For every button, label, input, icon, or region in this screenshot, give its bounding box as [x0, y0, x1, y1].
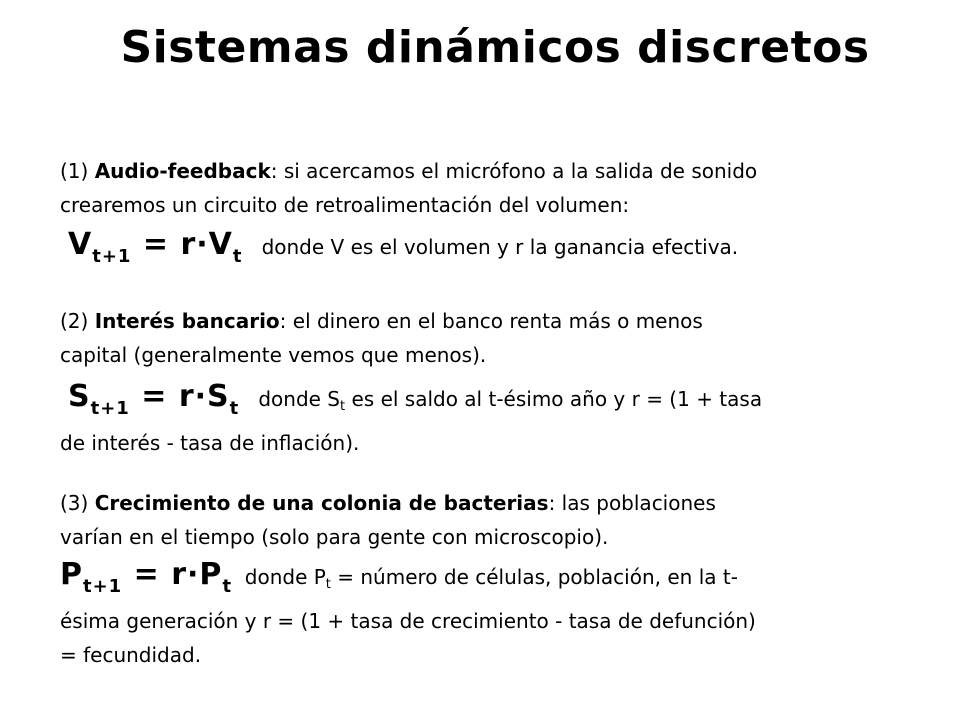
item2-formula-desc-line2: de interés - tasa de inflación). — [60, 431, 360, 455]
item2-heading: Interés bancario — [94, 309, 280, 333]
item2-text-line1: : el dinero en el banco renta más o menos — [279, 309, 703, 333]
item1-text-line1: : si acercamos el micrófono a la salida de sonido — [270, 159, 758, 183]
item2-text-line2: capital (generalmente vemos que menos). — [60, 343, 487, 367]
item3-formula-desc-line3: = fecundidad. — [60, 643, 202, 667]
item1-paragraph — [60, 154, 930, 222]
item3-heading: Crecimiento de una colonia de bacterias — [94, 491, 549, 515]
item3-text-line1: : las poblaciones — [548, 491, 716, 515]
item1-formula: $V_{t+1} = r\cdot V_t$ — [68, 227, 243, 267]
item2-formula-desc: donde $S_t$ es el saldo al t-ésimo año y r = (1 + tasa — [258, 387, 763, 414]
item3-formula-desc: donde $P_t$ = número de células, población, en la t- — [244, 565, 738, 592]
item2-number: (2) — [60, 309, 89, 333]
item2-paragraph — [60, 304, 930, 372]
item3-number: (3) — [60, 491, 89, 515]
item3-formula-desc-line2: ésima generación y r = (1 + tasa de crecimiento - tasa de defunción) — [60, 609, 756, 633]
item1-number: (1) — [60, 159, 89, 183]
page-title: Sistemas dinámicos discretos — [120, 22, 870, 73]
item3-paragraph — [60, 486, 930, 554]
item1-formula-desc: donde V es el volumen y r la ganancia efectiva. — [261, 235, 739, 259]
item3-text-line2: varían en el tiempo (solo para gente con microscopio). — [60, 525, 609, 549]
item1-heading: Audio-feedback — [94, 159, 271, 183]
item3-formula: $P_{t+1} = r\cdot P_t$ — [60, 557, 233, 597]
item1-text-line2: crearemos un circuito de retroalimentación del volumen: — [60, 193, 630, 217]
item2-formula: $S_{t+1} = r\cdot S_t$ — [68, 379, 240, 419]
item2-formula-line — [60, 380, 930, 460]
item3-formula-line — [60, 558, 930, 672]
item1-formula-line — [60, 228, 930, 274]
